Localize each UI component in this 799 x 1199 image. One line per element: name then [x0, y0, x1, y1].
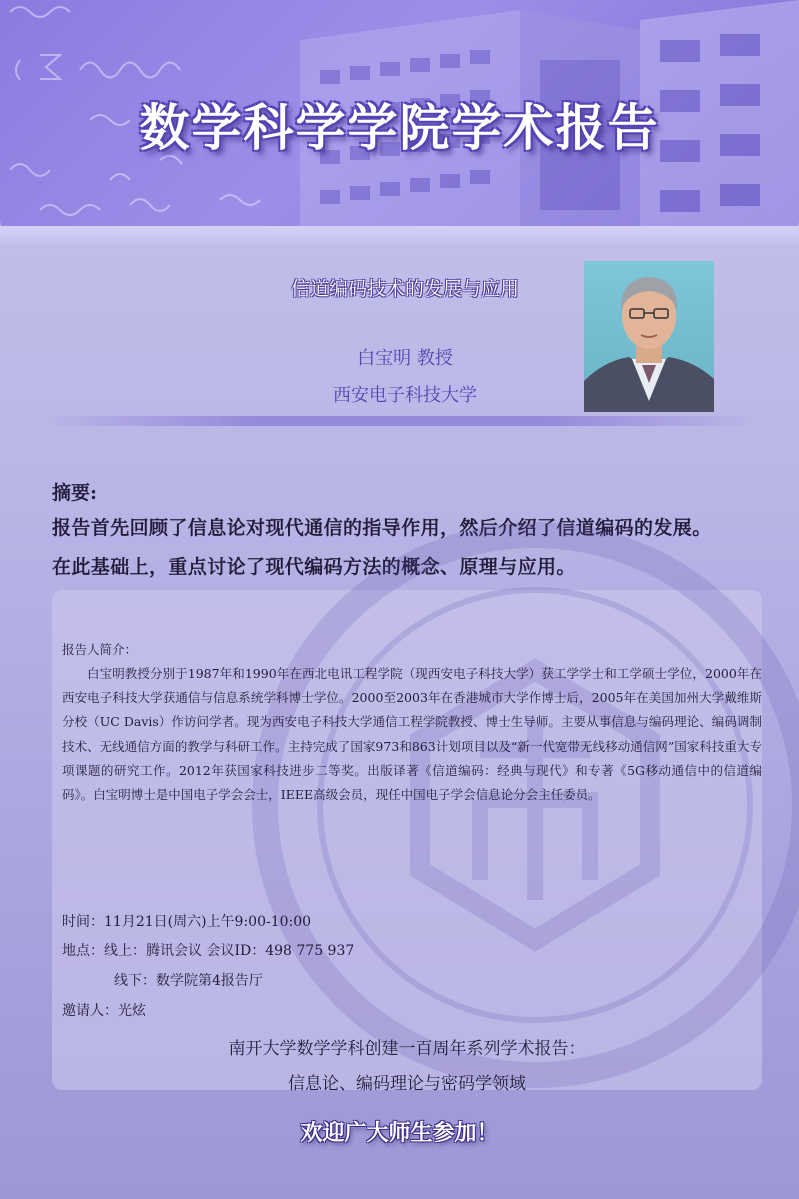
event-time: 时间：11月21日(周六)上午9:00-10:00: [62, 914, 312, 930]
person-portrait-icon: [584, 261, 714, 412]
abstract-line: 报告首先回顾了信息论对现代通信的指导作用，然后介绍了信道编码的发展。: [52, 517, 712, 539]
speaker-name: 白宝明 教授: [357, 348, 453, 369]
talk-title: 信道编码技术的发展与应用: [290, 278, 519, 300]
event-location-online: 地点：线上：腾讯会议 会议ID：498 775 937: [62, 943, 355, 959]
welcome-message: 欢迎广大师生参加！: [300, 1121, 499, 1146]
event-location-offline: 线下：数学院第4报告厅: [114, 973, 263, 989]
series-subtitle: 信息论、编码理论与密码学领域: [288, 1074, 526, 1094]
page-title: 数学科学学院学术报告: [139, 99, 660, 157]
speaker-affiliation: 西安电子科技大学: [333, 385, 477, 406]
speaker-photo: [584, 261, 714, 412]
header-banner: [0, 0, 799, 238]
abstract-line: 在此基础上，重点讨论了现代编码方法的概念、原理与应用。: [52, 556, 576, 578]
series-title: 南开大学数学学科创建一百周年系列学术报告：: [228, 1039, 586, 1059]
event-host: 邀请人：光炫: [62, 1003, 146, 1019]
bio-text: 白宝明教授分别于1987年和1990年在西北电讯工程学院（现西安电子科技大学）获工学学士和工学硕士学位，2000年在西安电子科技大学获通信与信息系统学科博士学位。2000至2003年在香港城市大学作博士后，2005年在美国加州大学戴维斯分校（UC Davis）作访问学者。现为西安电子科技大学通信工程学院教授、博士生导师。主要从事信息与编码理论、编码调制技术、无线通信方面的教学与科研工作。主持完成了国家973和863计划项目以及“新一代宽带无线移动通信网”国家科技重大专项课题的研究工作。2012年获国家科技进步二等奖。出版译著《信道编码：经典与现代》和专著《5G移动通信中的信道编码》。白宝明博士是中国电子学会会士，IEEE高级会员，现任中国电子学会信息论分会主任委员。: [62, 666, 762, 803]
section-divider: [40, 416, 760, 426]
abstract-label: 摘要:: [52, 482, 98, 504]
header-band: [0, 226, 799, 244]
bio-heading: 报告人简介：: [62, 642, 138, 657]
